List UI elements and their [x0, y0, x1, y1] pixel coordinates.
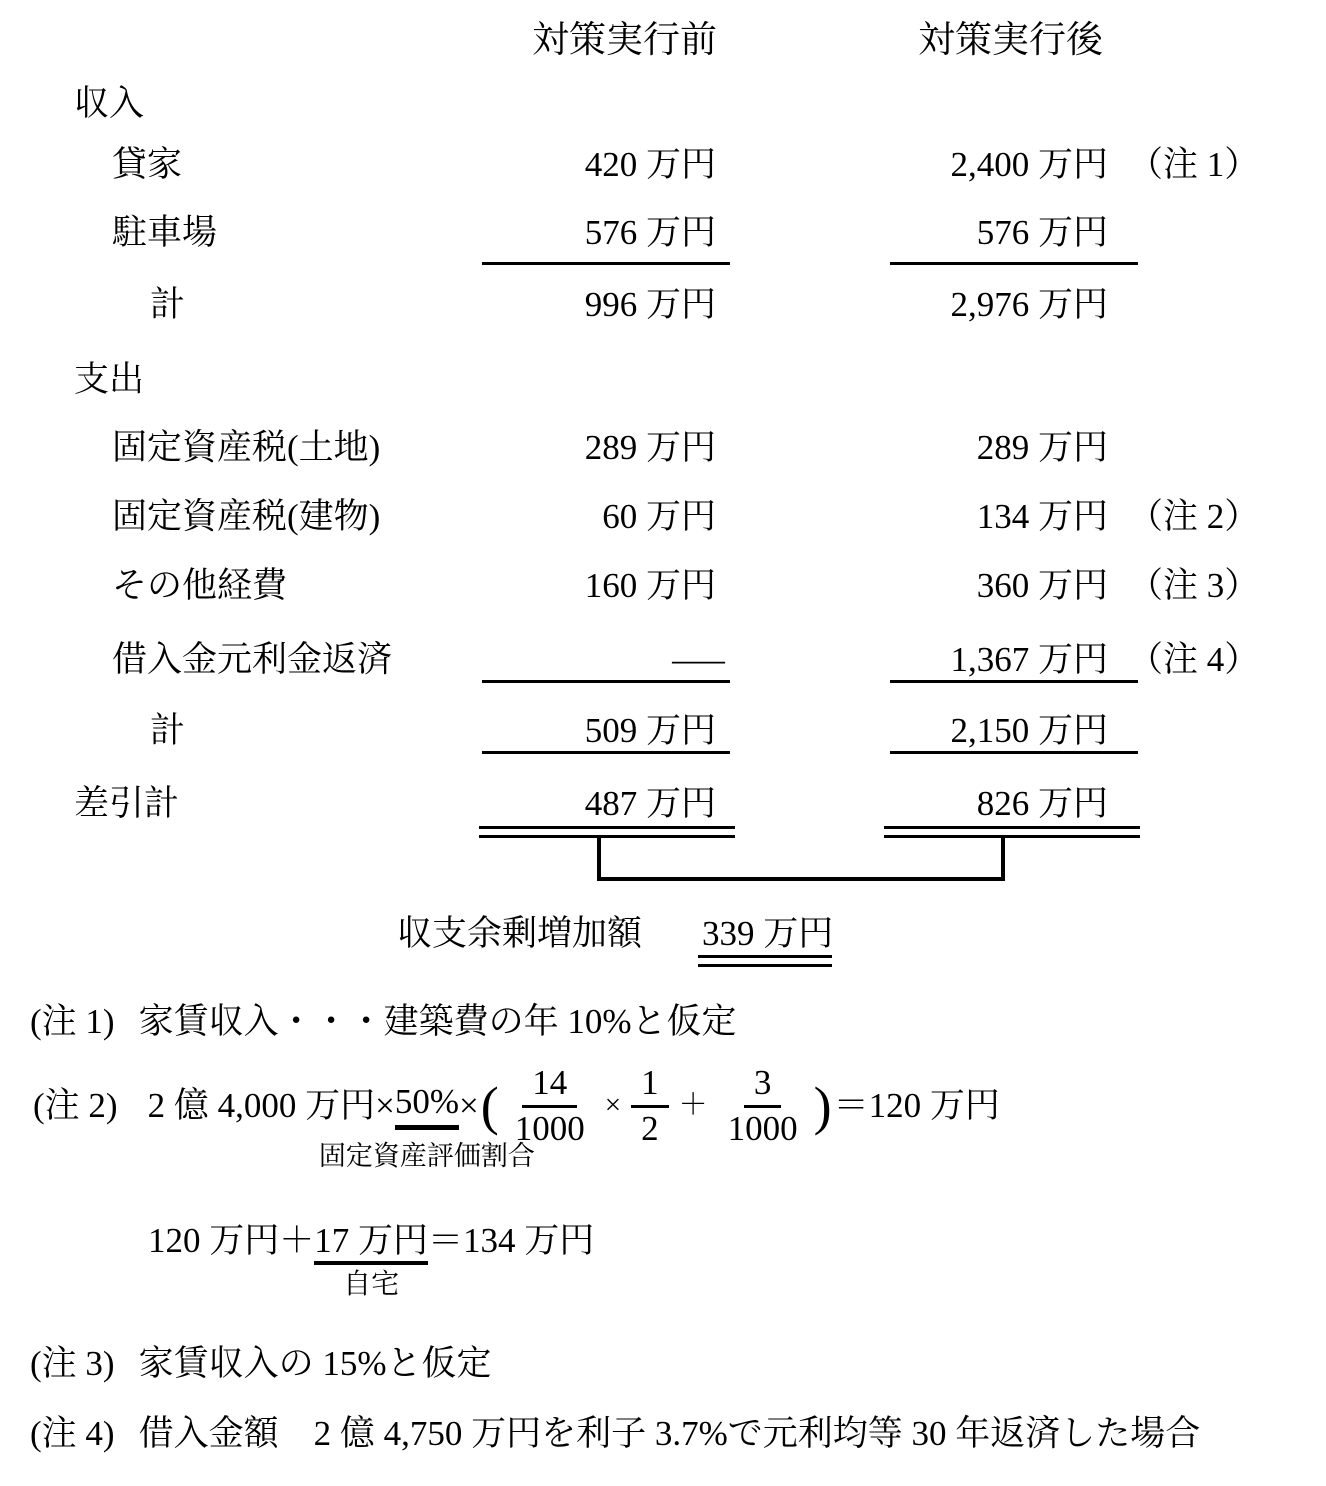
fraction-1-2: [631, 1064, 669, 1148]
summary-value: 339 万円: [702, 914, 834, 953]
value-after: 134 万円: [976, 497, 1108, 536]
sum-rule-line: [482, 751, 730, 754]
row-label: 固定資産税(建物): [112, 497, 381, 536]
note-1-tag: (注 1): [30, 1002, 115, 1041]
fraction-3-1000: [718, 1064, 808, 1148]
table-row: [0, 145, 1326, 189]
formula-result: ＝120 万円: [833, 1085, 1000, 1125]
open-paren: (: [480, 1075, 499, 1136]
note-3: [30, 1344, 491, 1384]
sum-rule-line: [890, 751, 1138, 754]
note-1-text: 家賃収入・・・建築費の年 10%と仮定: [138, 1002, 737, 1041]
note-2-formula: [33, 1058, 1000, 1171]
fraction-numerator: 14: [522, 1064, 577, 1108]
table-row: [0, 84, 1326, 128]
fraction-denominator: 1000: [727, 1108, 798, 1148]
value-after: 826 万円: [976, 784, 1108, 823]
fixed-asset-ratio-label: 固定資産評価割合: [318, 1140, 535, 1171]
value-before: 160 万円: [584, 566, 716, 605]
table-row: [0, 711, 1326, 755]
underlined-50pct-text: 50%: [394, 1082, 459, 1122]
value-before: 996 万円: [584, 285, 716, 324]
bracket-connector: [597, 838, 1005, 881]
note-4-text: 借入金額 2 億 4,750 万円を利子 3.7%で元利均等 30 年返済した場合: [138, 1414, 1201, 1453]
row-label: 貸家: [112, 145, 183, 184]
value-before: 60 万円: [602, 497, 716, 536]
table-row: [0, 285, 1326, 329]
value-after: 289 万円: [976, 428, 1108, 467]
fraction-14-1000: [505, 1064, 595, 1148]
value-before: 487 万円: [584, 784, 716, 823]
section-label-income: 収入: [74, 84, 145, 123]
value-after: 1,367 万円: [950, 640, 1108, 679]
table-row: [0, 360, 1326, 404]
fraction-denominator: 2: [641, 1108, 659, 1148]
table-row: [0, 784, 1326, 828]
table-row: [0, 566, 1326, 610]
table-row: [0, 428, 1326, 472]
note-2-line2: [148, 1221, 595, 1300]
fraction-numerator: 3: [744, 1064, 782, 1108]
row-label-total: 計: [150, 711, 186, 750]
table-row: [0, 213, 1326, 257]
row-label-total: 計: [150, 285, 186, 324]
row-note-ref: （注 2）: [1128, 497, 1260, 536]
sum-rule-line: [890, 262, 1138, 265]
column-header-before: 対策実行前: [532, 20, 717, 61]
row-label: 駐車場: [112, 213, 218, 252]
value-before: 420 万円: [584, 145, 716, 184]
formula-prefix: 2 億 4,000 万円×: [147, 1085, 395, 1125]
sum-rule-line: [482, 680, 730, 683]
value-after: 576 万円: [976, 213, 1108, 252]
underlined-17man: [314, 1221, 429, 1300]
summary-label: 収支余剰増加額: [397, 914, 643, 953]
row-note-ref: （注 4）: [1128, 640, 1260, 679]
row-label: 借入金元利金返済: [112, 640, 393, 679]
double-rule-line: [884, 826, 1140, 838]
row-label: その他経費: [112, 566, 288, 605]
value-after: 360 万円: [976, 566, 1108, 605]
underlined-17man-text: 17 万円: [314, 1221, 429, 1260]
row-note-ref: （注 3）: [1128, 566, 1260, 605]
value-before-dash: [480, 640, 730, 680]
value-after: 2,150 万円: [950, 711, 1108, 750]
sum-rule-line: [482, 262, 730, 265]
times-sign: ×: [458, 1085, 479, 1125]
column-header-after: 対策実行後: [918, 20, 1103, 61]
value-after: 2,976 万円: [950, 285, 1108, 324]
value-before: 576 万円: [584, 213, 716, 252]
note-2-tag: (注 2): [33, 1085, 118, 1125]
row-label: 固定資産税(土地): [112, 428, 381, 467]
value-after: 2,400 万円: [950, 145, 1108, 184]
value-before: 509 万円: [584, 711, 716, 750]
sum-rule-line: [890, 680, 1138, 683]
double-rule-line: [479, 826, 735, 838]
note-1: [30, 1002, 736, 1042]
close-paren: ): [813, 1075, 832, 1136]
note-4-tag: (注 4): [30, 1414, 115, 1453]
table-row: [0, 640, 1326, 684]
note-3-text: 家賃収入の 15%と仮定: [138, 1344, 492, 1383]
double-rule-line: [698, 955, 832, 967]
row-label-net: 差引計: [74, 784, 180, 823]
own-home-label: 自宅: [343, 1269, 400, 1300]
value-before: 289 万円: [584, 428, 716, 467]
section-label-expense: 支出: [74, 360, 145, 399]
note-4: [30, 1414, 1200, 1454]
fraction-numerator: 1: [631, 1064, 669, 1108]
row-note-ref: （注 1）: [1128, 145, 1260, 184]
line2-prefix: 120 万円＋: [148, 1221, 315, 1260]
fraction-denominator: 1000: [514, 1108, 585, 1148]
underlined-50pct: [318, 1082, 535, 1171]
plus-op: ＋: [678, 1089, 708, 1122]
table-row: [0, 497, 1326, 541]
multiply-op: ×: [604, 1089, 622, 1122]
line2-suffix: ＝134 万円: [428, 1221, 595, 1260]
em-dash: —: [672, 640, 725, 679]
note-3-tag: (注 3): [30, 1344, 115, 1383]
